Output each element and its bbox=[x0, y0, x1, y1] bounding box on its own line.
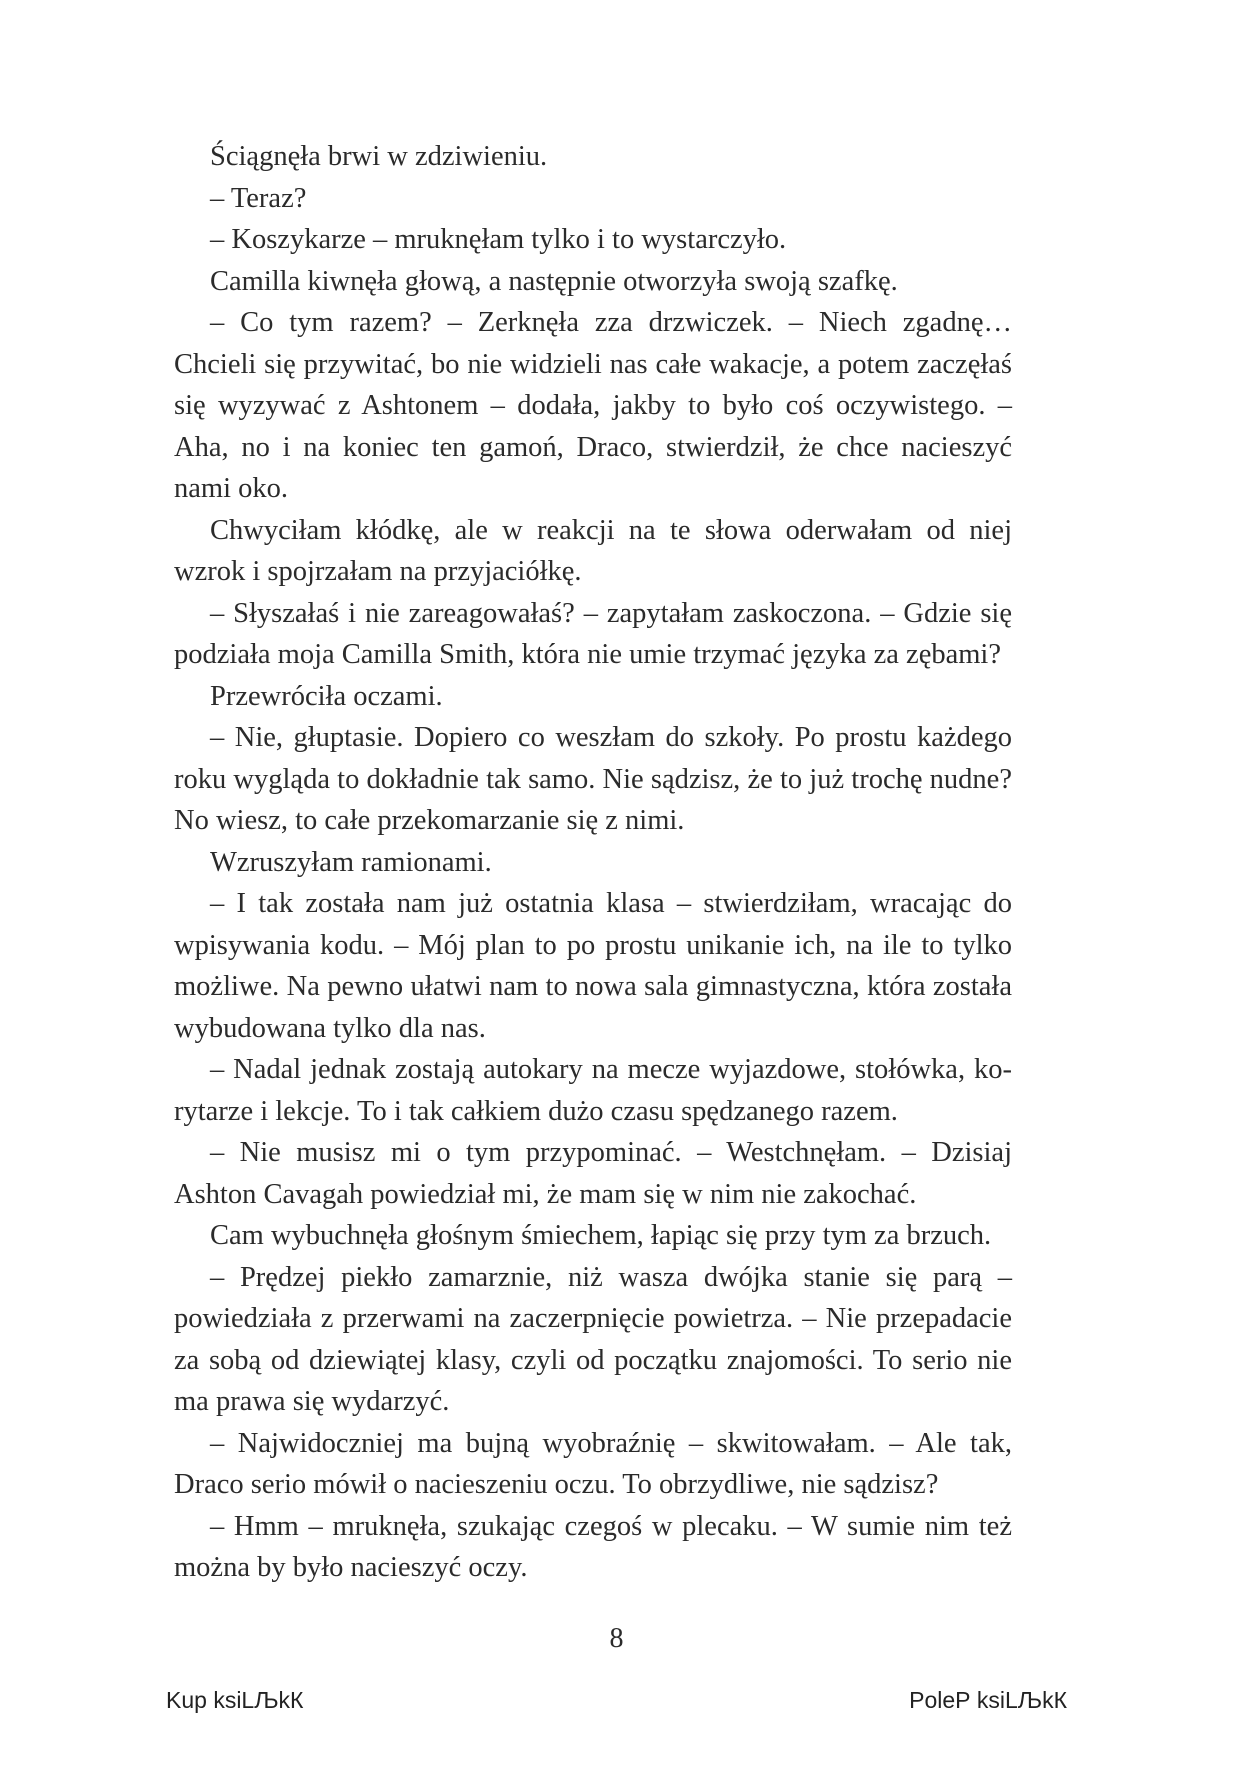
paragraph: – Nie musisz mi o tym przypominać. – Westchnęłam. – Dzisiaj Ashton Cavagah powiedział mi, że mam się w nim nie zakochać. bbox=[174, 1137, 1012, 1210]
paragraph: Camilla kiwnęła głową, a następnie otworzyła swoją szafkę. bbox=[210, 265, 898, 297]
page-text-body bbox=[174, 136, 1012, 1589]
paragraph: – Nie, głuptasie. Dopiero co weszłam do szkoły. Po prostu każdego roku wygląda to dokładnie tak samo. Nie sądzisz, że to już trochę nudne? No wiesz, to całe przekomarzanie się z nimi. bbox=[174, 722, 1012, 836]
paragraph: – Hmm – mruknęła, szukając czegoś w plecaku. – W sumie nim też można by było nacieszyć oczy. bbox=[174, 1510, 1012, 1583]
paragraph: – Nadal jednak zostają autokary na mecze wyjazdowe, stołówka, korytarze i lekcje. To i tak całkiem dużo czasu spędzanego razem. bbox=[174, 1054, 1012, 1127]
paragraph: – Prędzej piekło zamarznie, niż wasza dwójka stanie się parą – powiedziała z przerwami na zaczerpnięcie powietrza. – Nie przepadacie za sobą od dziewiątej klasy, czyli od początku znajomości. To serio nie ma prawa się wydarzyć. bbox=[174, 1261, 1012, 1417]
paragraph: – Teraz? bbox=[210, 182, 307, 214]
paragraph: Chwyciłam kłódkę, ale w reakcji na te słowa oderwałam od niej wzrok i spojrzałam na przyjaciółkę. bbox=[174, 514, 1012, 587]
paragraph: Wzruszyłam ramionami. bbox=[210, 846, 492, 878]
paragraph: – Słyszałaś i nie zareagowałaś? – zapytałam zaskoczona. – Gdzie się podziała moja Camilla Smith, która nie umie trzymać języka za zębami? bbox=[174, 597, 1012, 670]
paragraph: – I tak została nam już ostatnia klasa – stwierdziłam, wracając do wpisywania kodu. – Mój plan to po prostu unikanie ich, na ile to tylko możliwe. Na pewno ułatwi nam to nowa sala gimnastyczna, która została wybudowana tylko dla nas. bbox=[174, 888, 1012, 1044]
paragraph: Ściągnęła brwi w zdziwieniu. bbox=[210, 141, 548, 172]
paragraph: Przewróciła oczami. bbox=[210, 680, 443, 712]
paragraph: Cam wybuchnęła głośnym śmiechem, łapiąc się przy tym za brzuch. bbox=[210, 1220, 992, 1251]
paragraph: – Koszykarze – mruknęłam tylko i to wystarczyło. bbox=[210, 224, 787, 255]
recommend-book-link[interactable]: PoleР ksiLЉkК bbox=[909, 1687, 1067, 1713]
paragraph: – Co tym razem? – Zerknęła zza drzwiczek. – Niech zgadnę… Chcieli się przywitać, bo nie widzieli nas całe wakacje, a potem zaczęłaś się wyzywać z Ashtonem – dodała, jakby to było coś oczywistego. – Aha, no i na koniec ten gamoń, Draco, stwierdził, że chce nacieszyć nami oko. bbox=[174, 307, 1012, 504]
buy-book-link[interactable]: Kup ksiLЉkК bbox=[166, 1687, 304, 1713]
paragraph: – Najwidoczniej ma bujną wyobraźnię – skwitowałam. – Ale tak, Draco serio mówił o nacieszeniu oczu. To obrzydliwe, nie sądzisz? bbox=[174, 1427, 1012, 1500]
page-number: 8 bbox=[609, 1623, 624, 1654]
